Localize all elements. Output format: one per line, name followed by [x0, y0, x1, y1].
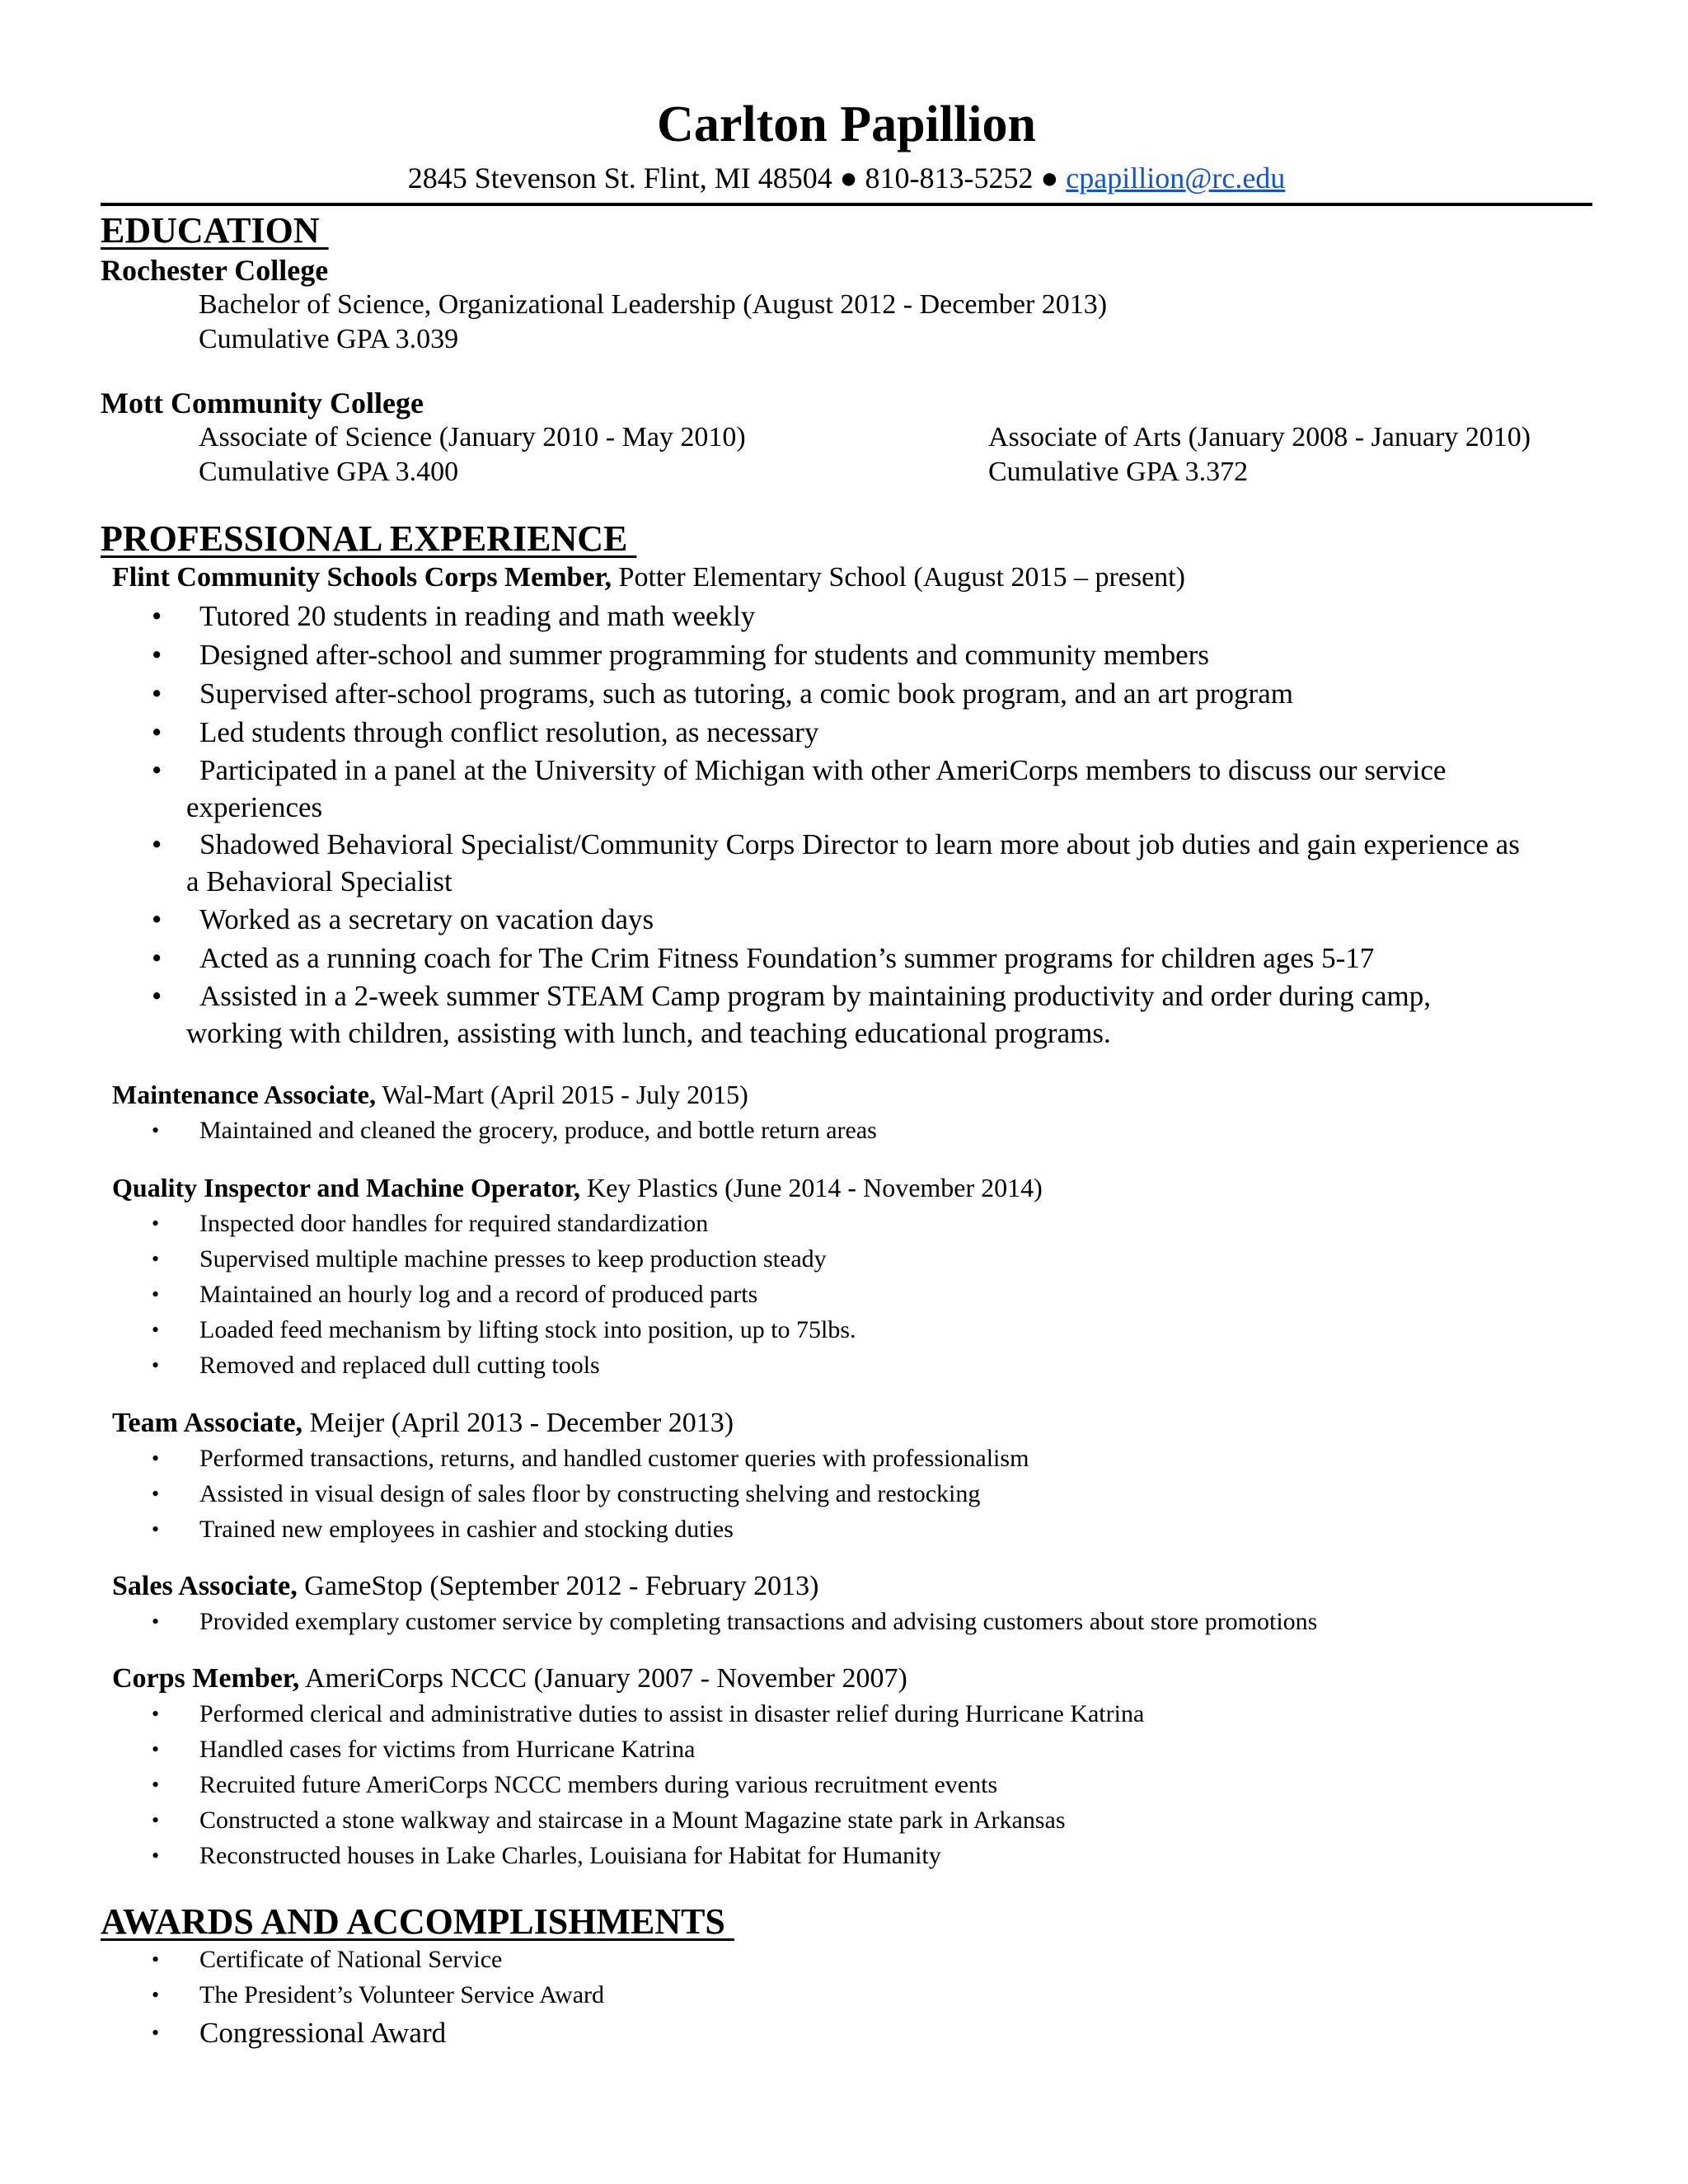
phone: 810-813-5252: [865, 162, 1034, 194]
list-item: • Reconstructed houses in Lake Charles, Louisiana for Habitat for Humanity: [101, 1838, 1144, 1873]
job-employer: Meijer (April 2013 - December 2013): [302, 1408, 734, 1438]
bullet-icon: •: [152, 942, 162, 974]
job-title-line: [112, 1409, 734, 1437]
list-item: • Performed clerical and administrative duties to assist in disaster relief during Hurricane Katrina: [101, 1696, 1144, 1732]
list-item: • Tutored 20 students in reading and math weekly: [101, 597, 1522, 635]
bullet-icon: •: [152, 1446, 160, 1470]
bullet-icon: •: [152, 754, 162, 786]
contact-line: [101, 163, 1592, 193]
job-title-line: [112, 1572, 818, 1601]
bullet-icon: •: [152, 1282, 160, 1306]
bullet-icon: •: [152, 1318, 160, 1342]
gpa-mott-arts: Cumulative GPA 3.372: [988, 457, 1249, 487]
header-divider: [101, 203, 1592, 206]
bullet-icon: •: [152, 1947, 160, 1971]
bullet-icon: •: [152, 600, 162, 632]
gpa-mott-science: Cumulative GPA 3.400: [199, 457, 459, 487]
job-bullets: [101, 1441, 1029, 1547]
experience-heading: PROFESSIONAL EXPERIENCE: [101, 518, 637, 559]
job-title: Sales Associate,: [112, 1571, 298, 1601]
awards-list: [101, 1942, 604, 2054]
school-name-mott: Mott Community College: [101, 387, 424, 419]
list-item: • Led students through conflict resolution, as necessary: [101, 713, 1522, 752]
list-item: • Certificate of National Service: [101, 1942, 604, 1977]
list-item: • Maintained and cleaned the grocery, produce, and bottle return areas: [101, 1113, 877, 1148]
job-title: Maintenance Associate,: [112, 1080, 376, 1109]
job-bullets: [101, 597, 1522, 1052]
bullet-icon: •: [152, 1212, 160, 1235]
bullet-icon: •: [152, 1482, 160, 1506]
bullet-icon: •: [152, 2021, 160, 2045]
list-item: • Participated in a panel at the University of Michigan with other AmeriCorps members to discuss our service experiences: [101, 752, 1522, 826]
education-heading: EDUCATION: [101, 210, 329, 251]
bullet-icon: •: [152, 1247, 160, 1271]
degree-mott-arts: Associate of Arts (January 2008 - January 2010): [988, 422, 1531, 452]
list-item: • Supervised after-school programs, such as tutoring, a comic book program, and an art program: [101, 674, 1522, 713]
list-item: • Maintained an hourly log and a record of produced parts: [101, 1277, 856, 1312]
list-item: • Removed and replaced dull cutting tools: [101, 1347, 856, 1383]
job-bullets: [101, 1206, 856, 1383]
bullet-icon: •: [152, 716, 162, 748]
list-item: • Performed transactions, returns, and handled customer queries with professionalism: [101, 1441, 1029, 1476]
degree-mott-science: Associate of Science (January 2010 - May 2010): [199, 422, 746, 452]
bullet-icon: •: [152, 1737, 160, 1761]
email-link[interactable]: cpapillion@rc.edu: [1066, 162, 1286, 194]
candidate-name: Carlton Papillion: [657, 96, 1036, 152]
degree-rochester: Bachelor of Science, Organizational Leadership (August 2012 - December 2013): [199, 289, 1108, 320]
bullet-icon: •: [152, 1808, 160, 1832]
separator: ●: [839, 162, 858, 194]
list-item: • Acted as a running coach for The Crim Fitness Foundation’s summer programs for children ages 5-17: [101, 939, 1522, 977]
list-item: • Assisted in visual design of sales floor by constructing shelving and restocking: [101, 1476, 1029, 1511]
job-bullets: [101, 1113, 877, 1148]
bullet-icon: •: [152, 639, 162, 671]
job-title-line: [112, 1665, 907, 1693]
list-item: • Worked as a secretary on vacation days: [101, 900, 1522, 939]
address: 2845 Stevenson St. Flint, MI 48504: [407, 162, 832, 194]
list-item: • Designed after-school and summer programming for students and community members: [101, 635, 1522, 674]
job-title-line: [112, 564, 1185, 592]
bullet-icon: •: [152, 1610, 160, 1633]
job-employer: Wal-Mart (April 2015 - July 2015): [375, 1080, 748, 1109]
list-item: • The President’s Volunteer Service Award: [101, 1977, 604, 2013]
list-item: • Provided exemplary customer service by completing transactions and advising customers about store promotions: [101, 1604, 1317, 1639]
job-employer: Key Plastics (June 2014 - November 2014): [580, 1173, 1043, 1202]
bullet-icon: •: [152, 1517, 160, 1541]
job-title: Corps Member,: [112, 1663, 300, 1694]
bullet-icon: •: [152, 1353, 160, 1377]
list-item: • Recruited future AmeriCorps NCCC members during various recruitment events: [101, 1767, 1144, 1802]
list-item: • Trained new employees in cashier and stocking duties: [101, 1511, 1029, 1547]
bullet-icon: •: [152, 980, 162, 1012]
list-item: • Constructed a stone walkway and staircase in a Mount Magazine state park in Arkansas: [101, 1802, 1144, 1838]
job-title-line: [112, 1081, 748, 1108]
bullet-icon: •: [152, 903, 162, 935]
bullet-icon: •: [152, 1702, 160, 1726]
job-title-line: [112, 1174, 1043, 1201]
list-item: • Handled cases for victims from Hurricane Katrina: [101, 1732, 1144, 1767]
job-employer: AmeriCorps NCCC (January 2007 - November 2007): [299, 1663, 907, 1694]
job-title: Flint Community Schools Corps Member,: [112, 562, 612, 593]
job-employer: GameStop (September 2012 - February 2013): [297, 1571, 819, 1601]
bullet-icon: •: [152, 1844, 160, 1868]
list-item: • Inspected door handles for required standardization: [101, 1206, 856, 1241]
gpa-rochester: Cumulative GPA 3.039: [199, 324, 459, 354]
job-title: Team Associate,: [112, 1408, 303, 1438]
bullet-icon: •: [152, 1118, 160, 1142]
list-item: • Congressional Award: [101, 2013, 604, 2054]
bullet-icon: •: [152, 1773, 160, 1797]
bullet-icon: •: [152, 677, 162, 710]
bullet-icon: •: [152, 1983, 160, 2007]
list-item: • Shadowed Behavioral Specialist/Community Corps Director to learn more about job duties and gain experience as a Behavioral Specialist: [101, 826, 1522, 900]
separator: ●: [1040, 162, 1059, 194]
job-bullets: [101, 1696, 1144, 1873]
list-item: • Supervised multiple machine presses to keep production steady: [101, 1241, 856, 1277]
list-item: • Assisted in a 2-week summer STEAM Camp program by maintaining productivity and order during camp, working with children, assisting with lunch, and teaching educational programs.: [101, 977, 1522, 1052]
bullet-icon: •: [152, 828, 162, 860]
job-title: Quality Inspector and Machine Operator,: [112, 1173, 581, 1202]
list-item: • Loaded feed mechanism by lifting stock into position, up to 75lbs.: [101, 1312, 856, 1347]
job-employer: Potter Elementary School (August 2015 – present): [612, 562, 1185, 593]
school-name-rochester: Rochester College: [101, 254, 329, 287]
job-bullets: [101, 1604, 1317, 1639]
awards-heading: AWARDS AND ACCOMPLISHMENTS: [101, 1901, 734, 1942]
